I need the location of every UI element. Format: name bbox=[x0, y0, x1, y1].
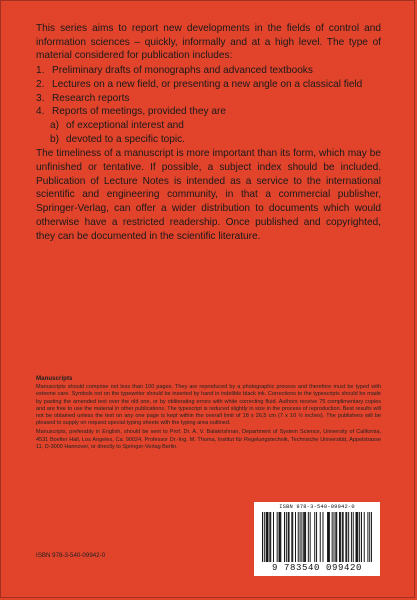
barcode-bar bbox=[369, 512, 370, 562]
intro-paragraph: This series aims to report new developments in the fields of control and information sciences – quickly, informally and at a high level. The type of material considered for publication includes: bbox=[36, 23, 381, 62]
barcode-bar bbox=[304, 512, 305, 562]
barcode-bar bbox=[273, 512, 274, 562]
barcode-bar bbox=[314, 512, 315, 562]
sub-list-text: of exceptional interest and bbox=[66, 119, 184, 131]
barcode-bar bbox=[364, 512, 365, 562]
barcode-isbn-text: ISBN 978-3-540-09942-0 bbox=[279, 504, 355, 510]
barcode-bar bbox=[329, 512, 330, 562]
barcode-bar bbox=[371, 512, 372, 562]
sub-list-letter: a) bbox=[50, 119, 59, 131]
barcode-bar bbox=[301, 512, 302, 562]
series-description bbox=[36, 22, 381, 243]
list-text: Reports of meetings, provided they are bbox=[52, 106, 226, 118]
sub-list-letter: b) bbox=[50, 133, 59, 145]
barcode-bar bbox=[303, 512, 304, 562]
barcode-bar bbox=[308, 512, 309, 562]
barcode-bar bbox=[357, 512, 358, 562]
barcode-bar bbox=[356, 512, 357, 562]
barcode-bar bbox=[346, 512, 347, 562]
manuscripts-paragraph: Manuscripts should comprise not less than 100 pages. They are reproduced by a photographic process and therefore must be typed with extreme care. Symbols not on the typewriter should be inserted by hand in indelible black ink. Corrections to the typescripts should be made by pasting the amended text over the old one, or by obliterating errors with white correcting fluid. Authors receive 75 complimentary copies and are free to use the material in other publications. The typescript is reduced slightly in size in the process of reproduction. Best results will not be obtained unless the text on any one page is kept within the overall limit of 18 x 26,5 cm (7 x 10 ½ inches). The publishers will be pleased to supply on request special typing sheets with the typing area outlined. bbox=[36, 384, 381, 427]
list-item bbox=[36, 78, 381, 92]
barcode-bar bbox=[269, 512, 270, 562]
barcode-bar bbox=[266, 512, 267, 562]
barcode-icon bbox=[262, 512, 372, 562]
sub-list-item bbox=[36, 119, 381, 133]
barcode-bar bbox=[351, 512, 352, 562]
list-number: 4. bbox=[36, 106, 45, 118]
barcode-bar bbox=[340, 512, 341, 562]
list-item bbox=[36, 92, 381, 106]
barcode-bar bbox=[264, 512, 265, 562]
barcode-bar bbox=[289, 512, 290, 562]
manuscripts-paragraph: Manuscripts, preferably in English, should be sent to Prof. Dr. A. V. Balakrishnan, Department of System Science, University of California, 4531 Boelter Hall, Los Angeles, Ca. 90024, Professor Dr.-Ing. M. Thoma, Institut für Regelungstechnik, Technische Universität, Appelstrasse 11, D-3000 Hannover, or directly to Springer-Verlag Berlin. bbox=[36, 429, 381, 450]
closing-paragraph: The timeliness of a manuscript is more important than its form, which may be unfinished or tentative. If possible, a subject index should be included. Publication of Lecture Notes is intended as a service to the international scientific and engineering community, in that a commercial publisher, Springer-Verlag, can offer a wider distribution to documents which would otherwise have a restricted readership. Once published and copyrighted, they can be documented in the scientific literature. bbox=[36, 148, 381, 242]
barcode-bar bbox=[327, 512, 328, 562]
sub-list-item bbox=[36, 133, 381, 147]
barcode-bar bbox=[292, 512, 293, 562]
barcode-bar bbox=[316, 512, 317, 562]
list-text: Research reports bbox=[52, 92, 130, 104]
barcode-bar bbox=[332, 512, 333, 562]
barcode-bar bbox=[336, 512, 337, 562]
barcode-bar bbox=[320, 512, 321, 562]
manuscripts-heading: Manuscripts bbox=[36, 375, 73, 382]
barcode-bar bbox=[267, 512, 268, 562]
barcode-bar bbox=[310, 512, 311, 562]
sub-list-text: devoted to a specific topic. bbox=[66, 133, 185, 145]
barcode-bar bbox=[361, 512, 362, 562]
barcode-bar bbox=[286, 512, 287, 562]
barcode-bar bbox=[279, 512, 280, 562]
barcode-bar bbox=[298, 512, 299, 562]
list-text: Lectures on a new field, or presenting a new angle on a classical field bbox=[52, 78, 363, 90]
barcode-bar bbox=[300, 512, 301, 562]
barcode-bar bbox=[284, 512, 285, 562]
barcode-bar bbox=[305, 512, 306, 562]
isbn-text: ISBN 978-3-540-09942-0 bbox=[36, 552, 106, 559]
barcode-bar bbox=[353, 512, 354, 562]
barcode-bar bbox=[262, 512, 263, 562]
barcode-bar bbox=[328, 512, 329, 562]
barcode-bar bbox=[288, 512, 289, 562]
list-item bbox=[36, 64, 381, 78]
barcode-bar bbox=[277, 512, 278, 562]
barcode-bar bbox=[343, 512, 344, 562]
barcode-bar bbox=[367, 512, 368, 562]
barcode-digits: 9 783540 099420 bbox=[271, 563, 362, 573]
list-item bbox=[36, 105, 381, 119]
list-text: Preliminary drafts of monographs and advanced textbooks bbox=[52, 65, 313, 77]
barcode-bar bbox=[339, 512, 340, 562]
barcode-bar bbox=[348, 512, 349, 562]
barcode-bar bbox=[279, 512, 280, 562]
barcode-bar bbox=[268, 512, 269, 562]
barcode-bar bbox=[295, 512, 296, 562]
barcode-bar bbox=[342, 512, 343, 562]
barcode-bar bbox=[356, 512, 357, 562]
barcode-bar bbox=[280, 512, 281, 562]
barcode-bar bbox=[335, 512, 336, 562]
list-number: 3. bbox=[36, 92, 45, 104]
barcode-bar bbox=[323, 512, 324, 562]
list-number: 2. bbox=[36, 78, 45, 90]
list-number: 1. bbox=[36, 65, 45, 77]
barcode-label bbox=[254, 502, 380, 576]
barcode-bar bbox=[359, 512, 360, 562]
barcode-bar bbox=[345, 512, 346, 562]
barcode-bar bbox=[334, 512, 335, 562]
barcode-bar bbox=[291, 512, 292, 562]
manuscripts-section bbox=[36, 375, 381, 453]
material-list bbox=[36, 64, 381, 146]
barcode-bar bbox=[270, 512, 271, 562]
